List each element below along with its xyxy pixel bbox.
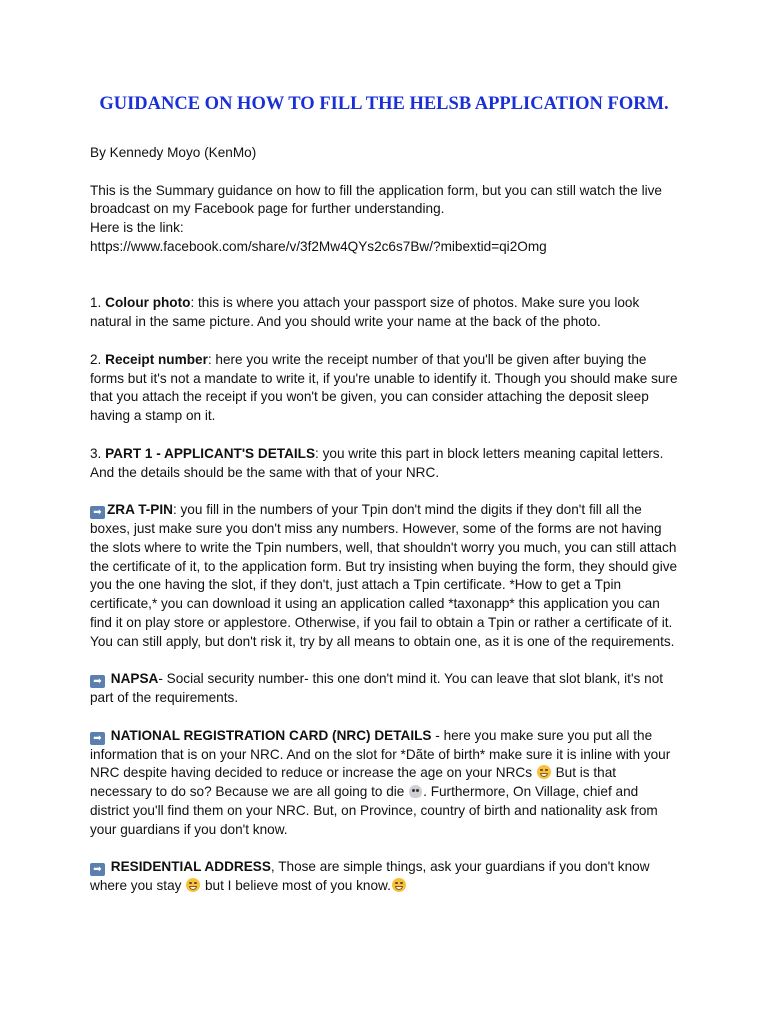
section-label: NATIONAL REGISTRATION CARD (NRC) DETAILS (110, 727, 432, 743)
item-number: 2. (90, 351, 106, 367)
intro-paragraph (90, 182, 678, 257)
item-colour-photo (90, 294, 678, 332)
section-text: . Furthermore, On Village, chief and district you'll find them on your NRC. But, on Province, country of birth and nationality ask from your guardians if you don't know. (90, 784, 658, 837)
skull-emoji-icon (409, 785, 422, 798)
section-nrc-details (90, 727, 678, 840)
right-arrow-icon: ➡ (90, 863, 105, 876)
section-text: - Social security number- this one don't mind it. You can leave that slot blank, it's not part of the requirements. (90, 671, 664, 706)
section-label: RESIDENTIAL ADDRESS (110, 859, 271, 875)
right-arrow-icon: ➡ (90, 506, 105, 519)
section-text: But is that necessary to do so? Because we are all going to die (90, 765, 617, 800)
item-receipt-number (90, 351, 678, 426)
item-number: 1. (90, 295, 106, 311)
section-text: but I believe most of you know. (201, 878, 391, 894)
item-label: Colour photo (105, 295, 191, 311)
author-line: By Kennedy Moyo (KenMo) (90, 145, 257, 160)
item-label: Receipt number (105, 351, 208, 367)
section-text: , Those are simple things, ask your guardians if you don't know where you stay (90, 859, 650, 894)
section-label: NAPSA (110, 671, 159, 687)
section-label: ZRA T-PIN (107, 502, 173, 518)
section-text: - here you make sure you put all the information that is on your NRC. And on the slot for *Dãte of birth* make sure it is inline with your NRC despite having decided to reduce or increase the age on your NRCs (90, 727, 671, 781)
item-text: : here you write the receipt number of that you'll be given after buying the forms but it's not a mandate to write it, if you're unable to identify it. Though you should make sure that you attach the receipt if you won't be given, you can consider attaching the deposit sleep having a stamp on it. (90, 351, 678, 424)
right-arrow-icon: ➡ (90, 675, 105, 688)
item-text: : this is where you attach your passport size of photos. Make sure you look natural in the same picture. And you should write your name at the back of the photo. (90, 295, 640, 330)
section-residential-address (90, 858, 678, 896)
item-text: : you write this part in block letters meaning capital letters. And the details should be the same with that of your NRC. (90, 445, 664, 480)
link-caption: Here is the link: (90, 220, 184, 236)
grinning-sweat-emoji-icon (537, 765, 551, 779)
grinning-sweat-emoji-icon (186, 878, 200, 892)
item-label: PART 1 - APPLICANT'S DETAILS (105, 445, 316, 461)
item-applicant-details (90, 445, 678, 483)
section-napsa (90, 670, 678, 708)
item-number: 3. (90, 445, 106, 461)
section-text: : you fill in the numbers of your Tpin don't mind the digits if they don't fill all the boxes, just make sure you don't miss any numbers. However, some of the forms are not having the slots where to write the Tpin numbers, well, that shouldn't worry you much, you can still attach the certificate of it, to the application form. But try insisting when buying the form, they should give you the one having the slot, if they don't, just attach a Tpin certificate. *How to get a Tpin certificate,* you can download it using an application called *taxonapp* this application you can find it on play store or applestore. Otherwise, if you fail to obtain a Tpin or rather a certificate of it. You can still apply, but don't risk it, try by all means to obtain one, as it is one of the requirements. (90, 502, 678, 649)
right-arrow-icon: ➡ (90, 732, 105, 745)
document-title: GUIDANCE ON HOW TO FILL THE HELSB APPLICATION FORM. (99, 94, 669, 114)
grin-emoji-icon (392, 878, 406, 892)
facebook-link[interactable]: https://www.facebook.com/share/v/3f2Mw4QYs2c6s7Bw/?mibextid=qi2Omg (90, 238, 547, 254)
section-zra-tpin (90, 501, 678, 651)
intro-text: This is the Summary guidance on how to fill the application form, but you can still watch the live broadcast on my Facebook page for further understanding. (90, 182, 662, 217)
